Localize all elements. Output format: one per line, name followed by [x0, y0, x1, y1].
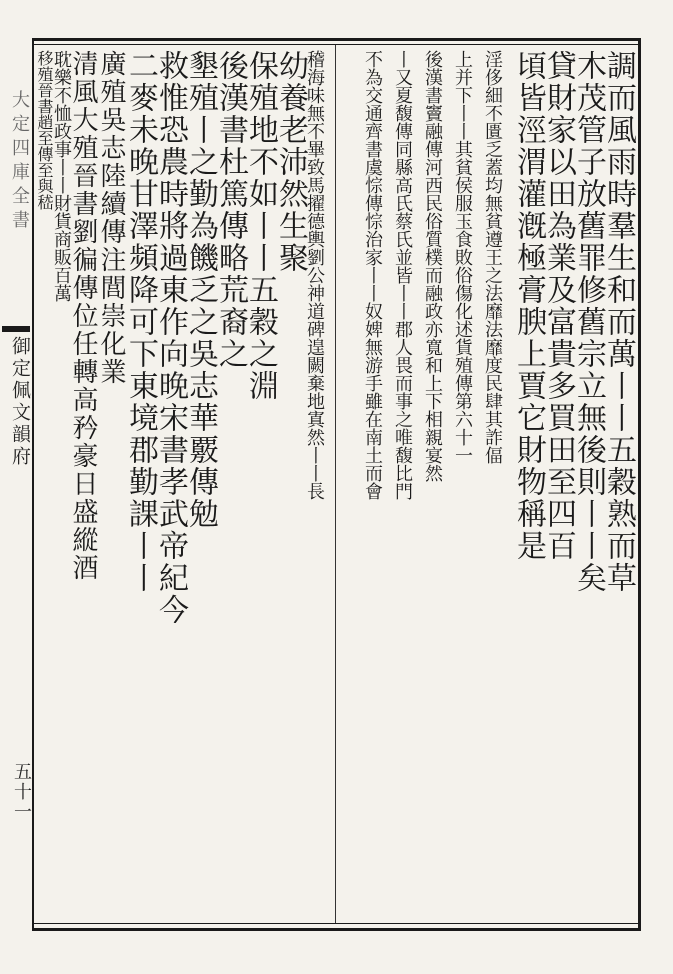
text-column: 幼養老沛然生聚 [273, 50, 308, 274]
text-column: 清風大殖晉書劉徧傳位任轉高矜豪日盛縱酒 [68, 50, 98, 582]
text-column: 保殖地不如丨丨五穀之淵 [243, 50, 278, 402]
border-bottom-inner [32, 923, 640, 924]
text-column: 移殖晉書趙至傳至與嵇 [35, 50, 54, 210]
text-column: 淫侈細不匱乏蓋均無貧遵王之法靡法靡度民肆其詐偪 [482, 50, 503, 464]
page-margin [0, 38, 33, 931]
text-column: 木茂管子放舊罪修舊宗立無後則丨丨矣 [571, 50, 606, 594]
text-column: 不為交通齊書虞悰傳悰治家丨丨奴婢無游手雖在南土而會 [362, 50, 383, 500]
border-top [32, 38, 640, 41]
border-bottom [32, 928, 640, 931]
text-column: 廣殖吳志陸續傳注閭崇化業 [96, 50, 126, 386]
text-column: 墾殖丨之勤為饑乏之吳志華覈傳勉 [183, 50, 218, 530]
margin-fishtail-mark [2, 326, 30, 332]
border-right [638, 38, 641, 931]
text-column: 上并下丨丨其貧侯服玉食敗俗傷化述貨殖傳第六十一 [452, 50, 473, 464]
text-column: 丨又夏馥傳同縣高氏蔡氏並皆丨丨郡人畏而事之唯馥比門 [392, 50, 413, 500]
margin-header-text: 大定四庫全書 [9, 90, 30, 234]
border-top-inner [32, 44, 640, 45]
text-column: 貸財家以田為業及富貴多買田至四百 [541, 50, 576, 562]
text-column: 救惟恐農時將過東作向晚宋書孝武帝紀今 [153, 50, 188, 626]
text-column: 後漢書竇融傳河西民俗質樸而融政亦寬和上下相親宴然 [422, 50, 443, 482]
text-column: 二麥未晚甘澤頻降可下東境郡勤課丨丨 [123, 50, 158, 594]
text-column: 後漢書杜篤傳略荒裔之 [213, 50, 248, 370]
text-column: 耽樂不恤政事丨丨財貨商販百萬 [51, 50, 72, 302]
text-column: 頃皆涇渭灌漑極膏腴上賈它財物稱是 [511, 50, 546, 562]
book-title: 御定佩文韻府 [9, 336, 31, 468]
page-number: 五十一 [11, 762, 32, 822]
column-divider [335, 45, 336, 923]
text-column: 稽海味無不畢致馬擢德輿劉公神道碑遑闕棄地寘然丨丨長 [304, 50, 325, 500]
border-left [32, 38, 34, 931]
text-column: 調而風雨時羣生和而萬丨丨五穀熟而草 [601, 50, 636, 594]
